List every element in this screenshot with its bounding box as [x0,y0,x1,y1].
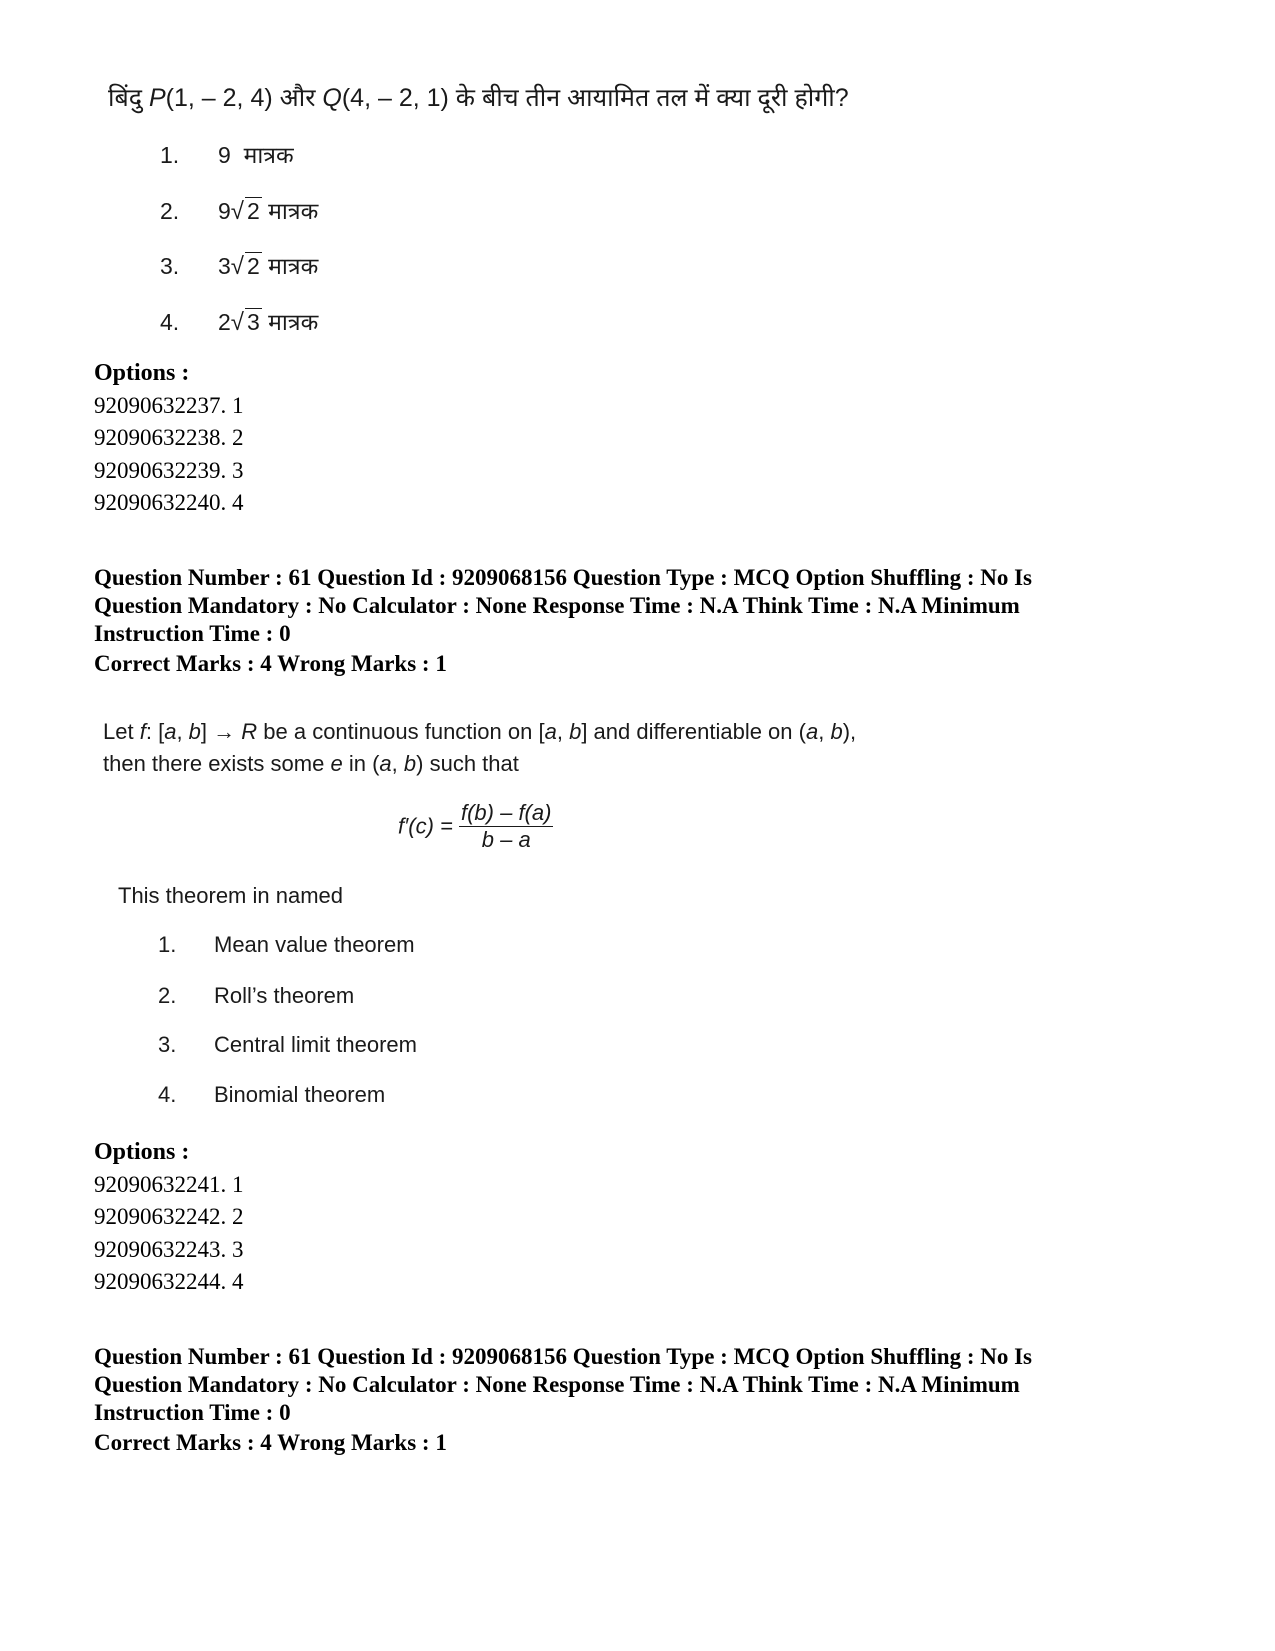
q1-choice-coef: 3 [218,253,231,279]
q2-choice [158,932,415,958]
q1-choice-radicand: 2 [246,253,260,279]
q2-choice-number: 1. [158,932,177,957]
question-meta [94,1343,1194,1427]
q1-choice-radicand: 3 [246,309,260,335]
sqrt-symbol: √ 2 [230,253,260,280]
q1-choice [160,305,318,337]
q1-point-q: Q [322,84,342,112]
q1-choice [160,194,318,226]
question-meta-line: Question Mandatory : No Calculator : None Response Time : N.A Think Time : N.A Minimum [94,1372,1020,1397]
q1-choice-coef: 9 [218,198,231,224]
q1-choice-coef: 9 [218,142,231,168]
q2-choice-text: Binomial theorem [214,1082,386,1107]
equation-denominator: b – a [481,827,531,852]
q1-stem-suffix: के बीच तीन आयामित तल में क्या दूरी होगी? [455,84,849,112]
q2-choice-number: 3. [158,1032,177,1057]
option-id-line: 92090632244. 4 [94,1269,244,1294]
q1-choice-number: 2. [160,198,180,224]
options-heading: Options : [94,360,190,386]
q1-choice-unit: मात्रक [268,253,319,279]
option-id-line: 92090632242. 2 [94,1204,244,1229]
option-id-line: 92090632238. 2 [94,425,244,450]
q1-choice-coef: 2 [218,309,231,335]
question-meta-line: Question Mandatory : No Calculator : None Response Time : N.A Think Time : N.A Minimum [94,593,1020,618]
q2-text: in ( [348,751,380,776]
q2-var-r: R [241,719,258,744]
q2-text: then there exists some [103,751,325,776]
question-meta-line: Question Number : 61 Question Id : 9209068156 Question Type : MCQ Option Shuffling : No Is [94,1344,1033,1369]
question-meta [94,564,1194,648]
q2-var-a: a [805,719,819,744]
q1-choice-unit: मात्रक [243,142,294,168]
q2-var-b: b [403,751,417,776]
q2-text: , [176,719,189,744]
q1-choice-number: 4. [160,309,180,335]
q2-choice-number: 4. [158,1082,177,1107]
q1-point-q-coords: (4, – 2, 1) [341,84,449,112]
q2-choice-number: 2. [158,983,177,1008]
q2-stem [103,716,856,780]
equation-lhs: f′(c) = [398,813,453,839]
q2-text: Let [103,719,134,744]
equation-fraction [459,800,553,853]
mvt-equation [398,800,553,853]
q2-text: : [ [145,719,165,744]
q2-choice [158,1082,385,1108]
q1-point-p: P [148,84,166,112]
option-id-line: 92090632239. 3 [94,458,244,483]
q2-var-a: a [544,719,557,744]
q2-var-b: b [188,719,201,744]
question-meta-line: Instruction Time : 0 [94,621,291,646]
q2-var-a: a [164,719,177,744]
theorem-prompt: This theorem in named [118,883,343,908]
q2-text: , [818,719,831,744]
q1-stem [108,80,849,114]
option-id-line: 92090632240. 4 [94,490,244,515]
q1-choice-number: 3. [160,253,180,279]
option-id-line: 92090632241. 1 [94,1172,244,1197]
q2-choice [158,1032,417,1058]
sqrt-symbol: √ 3 [230,309,260,336]
q2-var-b: b [830,719,843,744]
q2-text: ] and differentiable on ( [581,719,806,744]
q1-choice [160,249,318,281]
q1-choice-unit: मात्रक [268,198,319,224]
q1-choice-radicand: 2 [246,198,260,224]
option-id-line: 92090632243. 3 [94,1237,244,1262]
q2-choice-text: Central limit theorem [214,1032,417,1057]
q2-var-a: a [379,751,392,776]
q1-point-p-coords: (1, – 2, 4) [165,84,273,112]
q2-choice-text: Roll’s theorem [214,983,355,1008]
q2-var-f: f [139,719,146,744]
marks-line: Correct Marks : 4 Wrong Marks : 1 [94,1430,447,1455]
marks-line: Correct Marks : 4 Wrong Marks : 1 [94,651,447,676]
q2-text: , [391,751,404,776]
q2-text: ] → [200,719,242,744]
q2-text: ) such that [416,751,519,776]
q2-choice-text: Mean value theorem [214,932,415,957]
question-meta-line: Instruction Time : 0 [94,1400,291,1425]
q2-text: , [556,719,570,744]
sqrt-symbol: √ 2 [230,198,260,225]
options-heading: Options : [94,1139,190,1165]
q2-text: ), [842,719,857,744]
q1-choice [160,138,294,170]
q1-choice-unit: मात्रक [268,309,319,335]
q2-var-b: b [569,719,582,744]
q2-text: be a continuous function on [ [257,719,545,744]
q1-choice-number: 1. [160,142,180,168]
equation-numerator: f(b) – f(a) [460,800,552,825]
option-id-line: 92090632237. 1 [94,393,244,418]
q2-var-e: e [330,751,343,776]
q1-stem-mid: और [279,84,316,112]
q1-stem-prefix: बिंदु [108,84,143,112]
q2-choice [158,983,354,1009]
question-meta-line: Question Number : 61 Question Id : 9209068156 Question Type : MCQ Option Shuffling : No Is [94,565,1033,590]
